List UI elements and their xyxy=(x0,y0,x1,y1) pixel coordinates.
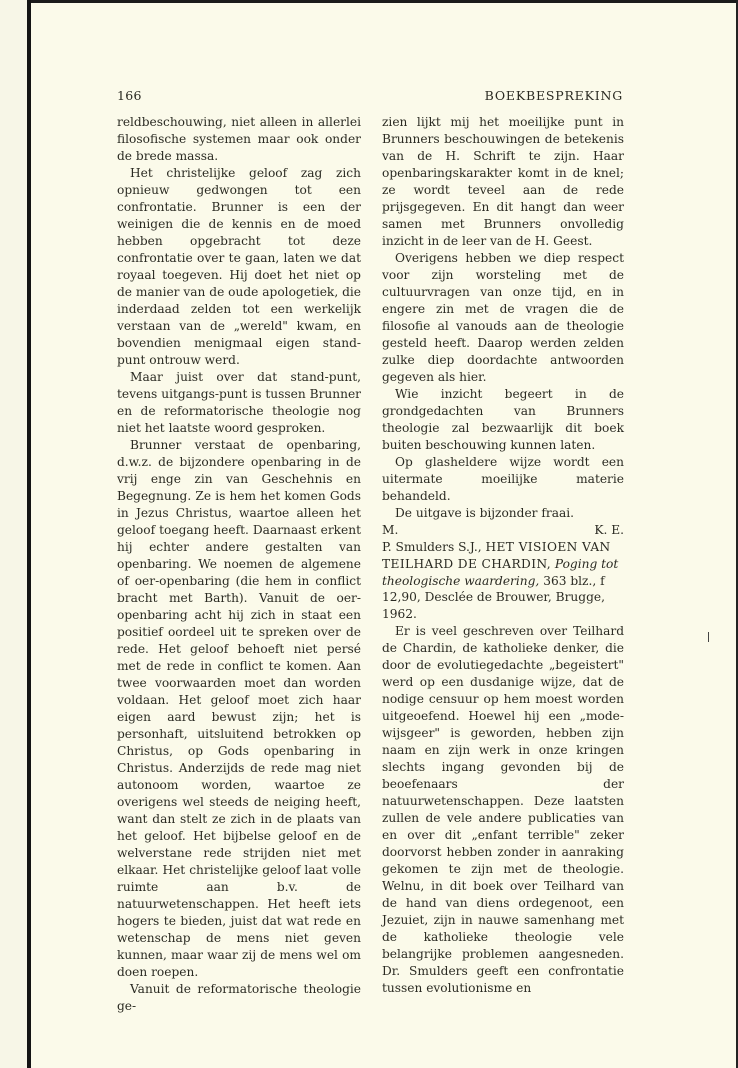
right-column xyxy=(382,114,624,997)
paragraph: De uitgave is bijzonder fraai. xyxy=(395,506,575,520)
page-number: 166 xyxy=(117,88,142,103)
signature-initial-left: M. xyxy=(382,523,399,537)
paragraph: Brunner verstaat de openbaring, d.w.z. de bijzondere openbaring in de vrij enge zin van Geschehnis en Begegnung. Ze is hem het komen Gods in Jezus Christus, waartoe alleen het geloof toegang heeft. Daarnaast erkent hij echter andere gestalten van openbaring. We noemen de algemene of oer-openbaring (die hem in conflict bracht met Barth). Vanuit de oer-openbaring acht hij zich in staat een positief oordeel uit te spreken over de rede. Het geloof behoeft niet persé met de rede in conflict te komen. Aan twee voorwaarden moet dan worden voldaan. Het geloof moet zich haar eigen aard bewust zijn; het is personhaft, uitsluitend betrokken op Christus, op Gods openbaring in Christus. Anderzijds de rede mag niet autonoom worden, waartoe ze overigens wel steeds de neiging heeft, want dan stelt ze zich in de plaats van het geloof. Het bijbelse geloof en de welverstane rede strijden niet met elkaar. Het christelijke geloof laat volle ruimte aan b.v. de natuurwetenschappen. Het heeft iets hogers te bieden, juist dat wat rede en wetenschap de mens niet geven kunnen, maar waar zij de mens wel om doen roepen. xyxy=(117,438,361,979)
margin-mark xyxy=(708,632,709,642)
paragraph: Maar juist over dat stand-punt, tevens uitgangs-punt is tussen Brunner en de reformatorische theologie nog niet het laatste woord gesproken. xyxy=(117,370,361,435)
paragraph: Overigens hebben we diep respect voor zijn worsteling met de cultuurvragen van onze tijd, en in engere zin met de vragen die de filosofie al vanouds aan de theologie gesteld heeft. Daarop werden zelden zulke diep doordachte antwoorden gegeven als hier. xyxy=(382,251,624,384)
review-body: Er is veel geschreven over Teilhard de Chardin, de katholieke denker, die door de evolutiegedachte „begeistert" werd op een dusdanige wijze, dat de nodige censuur op hem moest worden uitgeoefend. Hoewel hij een „mode-wijsgeer" is geworden, hebben zijn naam en zijn werk in onze kringen slechts ingang gevonden bij de beoefenaars der natuurwetenschappen. Deze laatsten zullen de vele andere publicaties van en over dit „enfant terrible" zeker doorvorst hebben zonder in aanraking gekomen te zijn met de theologie. Welnu, in dit boek over Teilhard van de hand van diens ordegenoot, een Jezuiet, zijn in nauwe samenhang met de katholieke theologie vele belangrijke problemen aangesneden. Dr. Smulders geeft een confrontatie tussen evolutionisme en xyxy=(382,623,624,995)
review-signature xyxy=(382,522,624,539)
book-author: P. Smulders S.J., xyxy=(382,540,482,554)
paragraph: Het christelijke geloof zag zich opnieuw gedwongen tot een confrontatie. Brunner is een der weinigen die de kennis en de moed hebben opgebracht tot deze confrontatie over te gaan, laten we dat royaal toegeven. Hij doet het niet op de manier van de oude apologetiek, die inderdaad zelden tot een werkelijk verstaan van de „wereld" kwam, en bovendien menigmaal eigen stand-punt ontrouw werd. xyxy=(117,166,361,367)
page-header xyxy=(117,88,623,106)
book-details: 363 blz., f 12,90, Desclée de Brouwer, Brugge, 1962. xyxy=(382,573,605,622)
book-title: HET VISIOEN VAN TEILHARD DE CHARDIN, xyxy=(382,540,611,571)
paragraph: zien lijkt mij het moeilijke punt in Brunners beschouwingen de betekenis van de H. Schrift te zijn. Haar openbaringskarakter komt in de knel; ze wordt teveel aan de rede prijsgegeven. En dit hangt dan weer samen met Brunners onvolledig inzicht in de leer van de H. Geest. xyxy=(382,115,624,248)
paragraph: reldbeschouwing, niet alleen in allerlei filosofische systemen maar ook onder de brede massa. xyxy=(117,115,361,163)
paragraph: Vanuit de reformatorische theologie ge- xyxy=(117,982,361,1013)
signature-initials-right: K. E. xyxy=(594,523,624,537)
left-column xyxy=(117,114,361,1015)
book-subtitle: Poging tot theologische waardering, xyxy=(382,556,619,588)
paragraph: Op glasheldere wijze wordt een uitermate moeilijke materie behandeld. xyxy=(382,455,624,503)
paragraph: Wie inzicht begeert in de grondgedachten van Brunners theologie zal bezwaarlijk dit boek buiten beschouwing kunnen laten. xyxy=(382,387,624,452)
book-citation xyxy=(382,539,624,623)
running-head: BOEKBESPREKING xyxy=(484,88,623,103)
